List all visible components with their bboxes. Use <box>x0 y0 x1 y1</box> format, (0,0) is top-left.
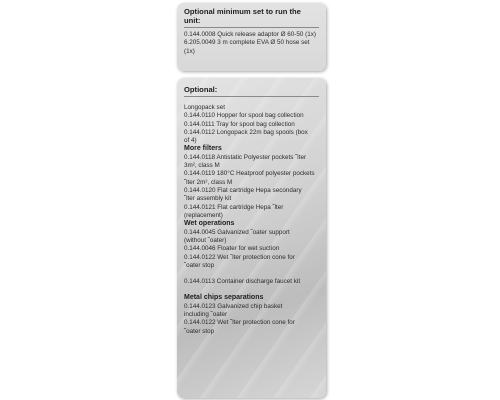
divider <box>184 27 319 28</box>
list-item: 0.144.0122 Wet ˜lter protection cone for ˜oater stop <box>184 253 295 269</box>
metal-chips-heading: Metal chips separations <box>184 294 264 302</box>
list-item: 6.205.0049 3 m complete EVA Ø 50 hose set (1x) <box>184 39 312 55</box>
list-item: 0.144.0118 Antistatic Polyester pockets ˜lter 3m², class M <box>184 153 307 170</box>
minimum-set-title: Optional minimum set to run the unit: <box>184 7 301 25</box>
list-item: 0.144.0045 Galvanized ˜oater support (without ˜oater) <box>184 228 290 244</box>
list-item: 0.144.0111 Tray for spool bag collection <box>184 120 295 128</box>
list-item: 0.144.0112 Longopack 22m bag spools (box of 4) <box>184 128 308 145</box>
list-item: 0.144.0120 Flat cartridge Hepa secondary ˜lter assembly kit <box>184 187 302 203</box>
list-item: 0.144.0110 Hopper for spool bag collection <box>184 112 304 120</box>
list-item: 0.144.0122 Wet ˜lter protection cone for ˜oater stop <box>184 319 295 335</box>
longopack-label: Longopack set <box>184 104 225 111</box>
list-item: 0.144.0123 Galvanized chip basket including ˜oater <box>184 302 283 319</box>
list-item: 0.144.0119 180°C Heatproof polyester pockets ˜lter 2m², class M <box>184 170 315 186</box>
list-item: 0.144.0113 Container discharge faucet kit <box>184 278 301 286</box>
divider <box>184 96 319 97</box>
list-item: 0.144.0046 Floater for wet suction <box>184 245 280 253</box>
minimum-set-box <box>177 3 326 71</box>
list-item: 0.144.0121 Flat cartridge Hepa ˜lter (replacement) <box>184 203 284 219</box>
optional-box <box>177 78 326 398</box>
wet-operations-heading: Wet operations <box>184 220 235 228</box>
more-filters-heading: More filters <box>184 145 222 153</box>
list-item: 0.144.0008 Quick release adaptor Ø 60-50 (1x) <box>184 31 316 38</box>
optional-title: Optional: <box>184 85 218 94</box>
